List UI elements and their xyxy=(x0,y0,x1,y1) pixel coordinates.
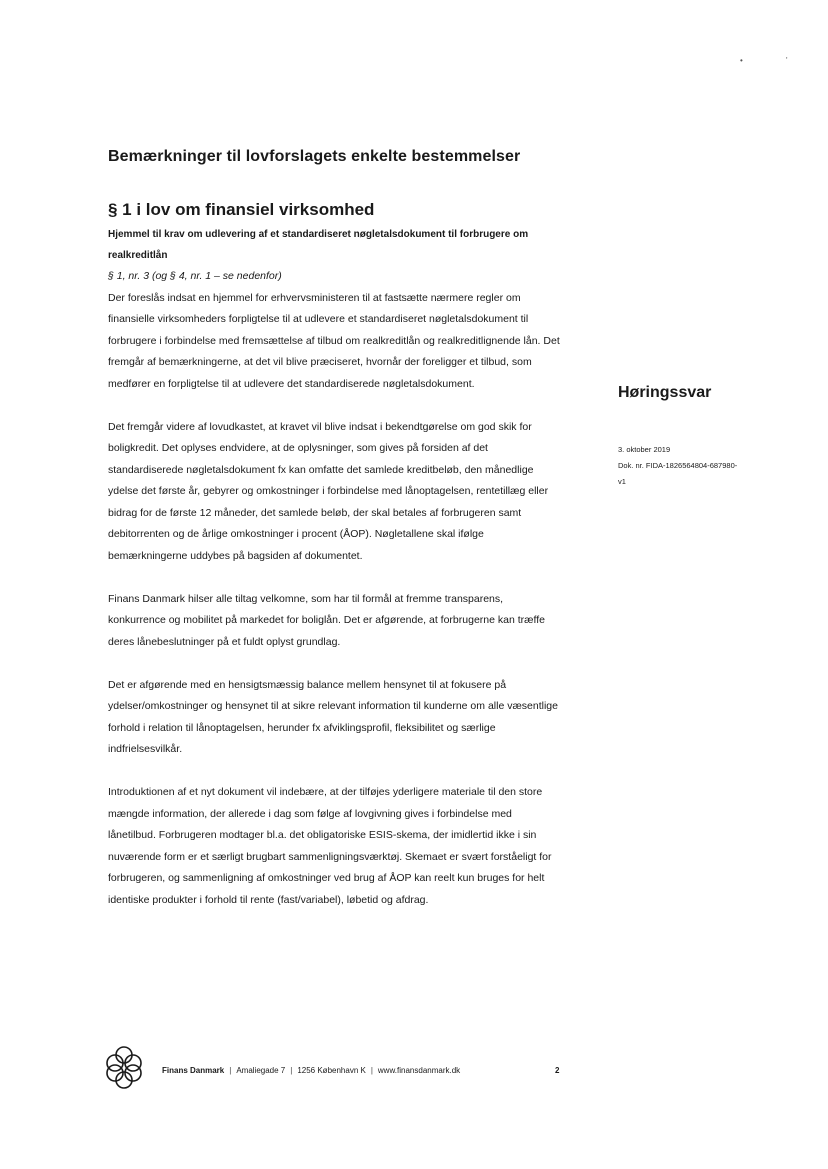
footer-separator: | xyxy=(290,1066,293,1075)
paragraph: Introduktionen af et nyt dokument vil indebære, at der tilføjes yderligere materiale til den store mængde information, der allerede i dag som følge af lovgivning gives i forbindelse med lånetilbud. Forbrugeren modtager bl.a. det obligatoriske ESIS-skema, der imidlertid ikke i sin nuværende form er et særligt brugbart sammenligningsværktøj. Skemaet er svært forståeligt for forbrugeren, og sammenligning af omkostninger ved brug af ÅOP kan reelt kun bruges for helt identiske produkter i forhold til rente (fast/variabel), løbetid og afdrag. xyxy=(108,786,552,906)
sidebar xyxy=(618,384,788,490)
footer-separator: | xyxy=(370,1066,373,1075)
paragraph: Der foreslås indsat en hjemmel for erhvervsministeren til at fastsætte nærmere regler om finansielle virksomheders forpligtelse til at udlevere et standardiseret nøgletalsdokument til forbrugere i forbindelse med fremsættelse af tilbud om realkreditlån og realkreditlignende lån. Det fremgår af bemærkningerne, at det vil blive præciseret, hvornår der foreligger et tilbud, som medfører en forpligtelse til at udlevere det standardiserede nøgletalsdokument. xyxy=(108,291,560,390)
section-title: § 1 i lov om finansiel virksomhed xyxy=(108,200,375,219)
sidebar-title: Høringssvar xyxy=(618,384,712,401)
finans-danmark-logo-icon xyxy=(104,1043,144,1091)
footer-city: 1256 København K xyxy=(297,1066,366,1075)
paragraph: Det er afgørende med en hensigtsmæssig balance mellem hensynet til at fokusere på ydelser/omkostninger og hensynet til at sikre relevant information til kunderne om alle væsentlige forhold i relation til lånoptagelsen, herunder fx afviklingsprofil, fleksibilitet og særlige indfrielsesvilkår. xyxy=(108,678,558,755)
page-heading: Bemærkninger til lovforslagets enkelte bestemmelser xyxy=(108,148,521,165)
document-reference: Dok. nr. FIDA-1826564804-687980- xyxy=(618,461,738,470)
document-reference-suffix: v1 xyxy=(618,477,626,486)
footer-website-link[interactable]: www.finansdanmark.dk xyxy=(377,1066,461,1075)
paragraph: Finans Danmark hilser alle tiltag velkomne, som har til formål at fremme transparens, konkurrence og mobilitet på markedet for boliglån. Det er afgørende, at forbrugerne kan træffe deres lånebeslutninger på et fuldt oplyst grundlag. xyxy=(108,592,545,648)
paragraph: Det fremgår videre af lovudkastet, at kravet vil blive indsat i bekendtgørelse om god skik for boligkredit. Det oplyses endvidere, at de oplysninger, som gives på forsiden af det standardiserede nøgletalsdokument fx kan omfatte det samlede kreditbeløb, den månedlige ydelse det første år, gebyrer og omkostninger i forbindelse med lånoptagelsen, rentetillæg eller bidrag for de første 12 måneder, det samlede beløb, der skal betales af forbrugeren samt debitorrenten og de årlige omkostninger i procent (ÅOP). Nøgletallene skal ifølge bemærkningerne uddybes på bagsiden af dokumentet. xyxy=(108,420,549,562)
footer xyxy=(104,1043,574,1101)
footer-address: Amaliegade 7 xyxy=(236,1066,286,1075)
page-number: 2 xyxy=(555,1066,560,1075)
scan-speck: • xyxy=(740,56,743,65)
section-reference: § 1, nr. 3 (og § 4, nr. 1 – se nedenfor) xyxy=(108,270,282,282)
footer-brand: Finans Danmark xyxy=(162,1066,225,1075)
main-content xyxy=(108,148,560,933)
footer-separator: | xyxy=(229,1066,232,1075)
scan-speck: ' xyxy=(786,56,788,65)
section-subtitle: Hjemmel til krav om udlevering af et standardiseret nøgletalsdokument til forbrugere om realkreditlån xyxy=(108,229,529,261)
document-date: 3. oktober 2019 xyxy=(618,445,671,454)
footer-text xyxy=(162,1066,460,1075)
